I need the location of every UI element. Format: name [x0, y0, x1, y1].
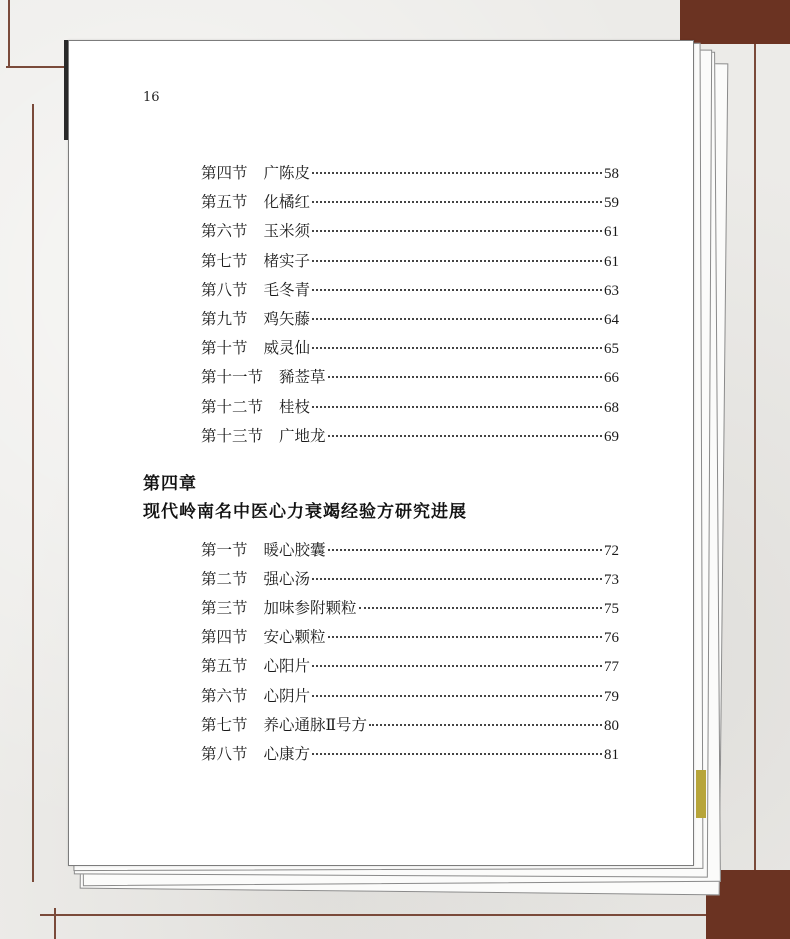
- toc-entry-title: 广陈皮: [263, 164, 311, 182]
- toc-section-number: 第三节: [201, 599, 248, 618]
- toc-page-number: 69: [604, 428, 619, 445]
- toc-entry: [201, 278, 619, 300]
- toc-entry: [201, 596, 619, 618]
- page-number: 16: [143, 90, 160, 105]
- toc-section-number: 第七节: [201, 715, 248, 734]
- toc-section-number: 第五节: [201, 657, 248, 676]
- toc-page-number: 72: [604, 543, 619, 559]
- toc-section-number: 第十一节: [201, 368, 264, 387]
- toc-entry-title: 加味参附颗粒: [263, 599, 357, 618]
- toc-dot-leader: [312, 752, 602, 755]
- toc-page-number: 61: [604, 224, 619, 241]
- yellow-tab-edge: [696, 770, 706, 818]
- book-page: [68, 40, 694, 866]
- toc-dot-leader: [312, 259, 602, 262]
- toc-dot-leader: [312, 200, 602, 203]
- toc-entry-title: 玉米须: [263, 222, 311, 241]
- chapter-title: 现代岭南名中医心力衰竭经验方研究进展: [143, 502, 467, 522]
- toc-entry: [201, 219, 619, 241]
- toc-entry: [201, 742, 619, 764]
- toc-dot-leader: [312, 664, 602, 667]
- toc-section-number: 第八节: [201, 280, 248, 299]
- toc-page-number: 65: [604, 341, 619, 358]
- toc-section-number: 第十三节: [201, 426, 264, 445]
- toc-page-number: 80: [604, 717, 619, 734]
- toc-entry: [201, 538, 619, 560]
- toc-section-number: 第一节: [201, 541, 248, 559]
- toc-dot-leader: [312, 694, 602, 697]
- toc-page-number: 68: [604, 399, 619, 416]
- toc-dot-leader: [328, 434, 602, 437]
- toc-entry: [201, 713, 619, 735]
- toc-page-number: 79: [604, 688, 619, 705]
- toc-page-number: 63: [604, 282, 619, 299]
- toc-dot-leader: [369, 723, 602, 726]
- toc-section-number: 第九节: [201, 310, 248, 328]
- toc-entry-title: 化橘红: [263, 193, 311, 212]
- toc-entry-title: 心阴片: [263, 686, 311, 705]
- toc-entry: [201, 190, 619, 212]
- frame-line-right-long: [754, 44, 756, 888]
- toc-page-number: 77: [604, 659, 619, 676]
- toc-section-number: 第七节: [201, 251, 248, 270]
- toc-section-number: 第六节: [201, 222, 248, 241]
- toc-dot-leader: [312, 288, 602, 291]
- toc-entry: [201, 625, 619, 647]
- toc-page-number: 59: [604, 195, 619, 212]
- toc-dot-leader: [359, 606, 602, 609]
- toc-entry: [201, 249, 619, 271]
- frame-line-bottom: [40, 914, 720, 916]
- toc-entry-title: 心康方: [263, 744, 311, 763]
- toc-dot-leader: [312, 317, 602, 320]
- toc-entry-title: 暖心胶囊: [263, 541, 326, 559]
- toc-entry-title: 桂枝: [279, 397, 311, 416]
- frame-line-left-vertical: [8, 0, 10, 68]
- frame-line-left-long: [32, 104, 34, 882]
- chapter-label: 第四章: [143, 474, 197, 494]
- toc-entry-title: 豨莶草: [279, 368, 326, 387]
- toc-entry-title: 鸡矢藤: [263, 310, 311, 328]
- toc-entry-title: 心阳片: [263, 657, 311, 676]
- toc-page-number: 73: [604, 572, 619, 589]
- toc-page-number: 81: [604, 746, 619, 763]
- toc-entry: [201, 336, 619, 358]
- toc-page-number: 66: [604, 370, 619, 387]
- toc-section-number: 第十二节: [201, 397, 264, 416]
- toc-page-number: 75: [604, 601, 619, 618]
- toc-entry: [201, 307, 619, 329]
- toc-page-number: 58: [604, 166, 619, 182]
- toc-page-number: 61: [604, 253, 619, 270]
- toc-entry-title: 广地龙: [279, 426, 326, 445]
- toc-entry-title: 强心汤: [263, 570, 311, 589]
- toc-section-number: 第五节: [201, 193, 248, 212]
- toc-entry-title: 楮实子: [263, 251, 311, 270]
- toc-entry: [201, 161, 619, 183]
- toc-dot-leader: [312, 405, 602, 408]
- toc-dot-leader: [328, 375, 602, 378]
- toc-dot-leader: [312, 229, 602, 232]
- toc-entry: [201, 424, 619, 446]
- toc-section-number: 第十节: [201, 339, 248, 358]
- corner-block-top-right: [680, 0, 790, 44]
- toc-section-number: 第八节: [201, 744, 248, 763]
- toc-page-number: 76: [604, 630, 619, 647]
- toc-entry-title: 安心颗粒: [263, 628, 326, 647]
- toc-dot-leader: [312, 577, 602, 580]
- toc-dot-leader: [312, 171, 602, 174]
- toc-dot-leader: [312, 346, 602, 349]
- toc-section-number: 第六节: [201, 686, 248, 705]
- toc-dot-leader: [328, 635, 602, 638]
- frame-line-bottom-left-vertical: [54, 908, 56, 939]
- toc-section-number: 第二节: [201, 570, 248, 589]
- toc-entry: [201, 684, 619, 706]
- toc-section-number: 第四节: [201, 164, 248, 182]
- toc-dot-leader: [328, 548, 602, 551]
- toc-entry: [201, 567, 619, 589]
- toc-entry: [201, 395, 619, 417]
- toc-entry-title: 毛冬青: [263, 280, 311, 299]
- toc-section-number: 第四节: [201, 628, 248, 647]
- toc-entry-title: 威灵仙: [263, 339, 311, 358]
- toc-entry: [201, 654, 619, 676]
- toc-entry: [201, 365, 619, 387]
- toc-entry-title: 养心通脉Ⅱ号方: [263, 715, 368, 734]
- toc-page-number: 64: [604, 312, 619, 328]
